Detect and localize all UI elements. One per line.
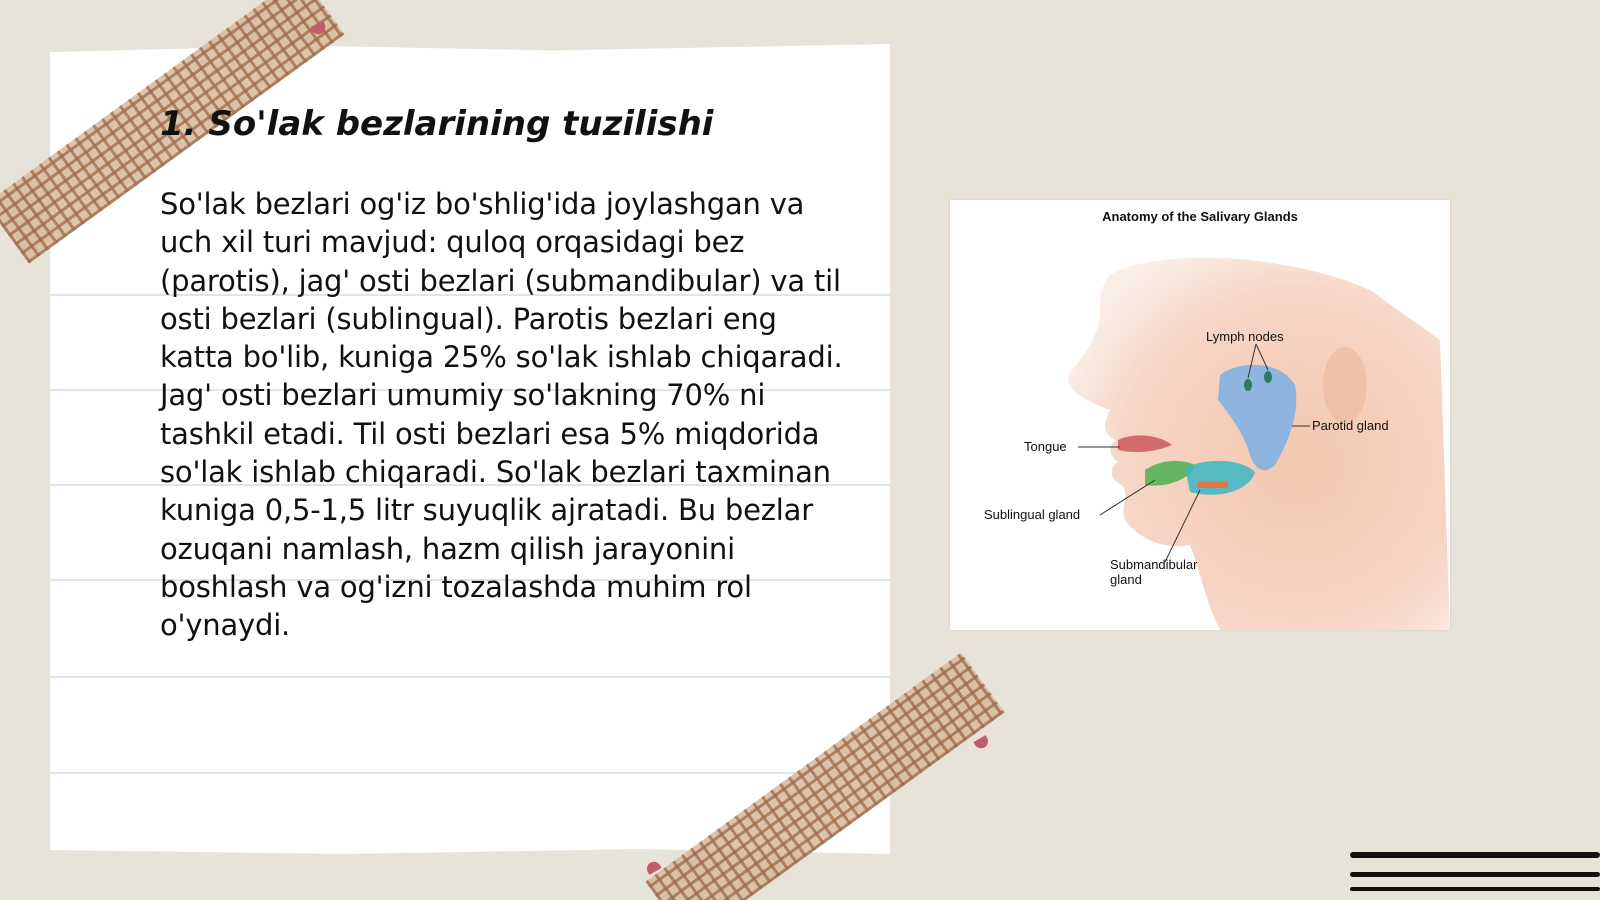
brush-stroke	[1350, 872, 1600, 877]
anatomy-figure	[950, 200, 1450, 630]
slide-body-text: So'lak bezlari og'iz bo'shlig'ida joylashgan va uch xil turi mavjud: quloq orqasidagi bez (parotis), jag' osti bezlari (submandibular) va til osti bezlari (sublingual). Parotis bezlari eng katta bo'lib, kuniga 25% so'lak ishlab chiqaradi. Jag' osti bezlari umumiy so'lakning 70% ni tashkil etadi. Til osti bezlari esa 5% miqdorida so'lak ishlab chiqaradi. So'lak bezlari taxminan kuniga 0,5-1,5 litr suyuqlik ajratadi. Bu bezlar ozuqani namlash, hazm qilish jarayonini boshlash va og'izni tozalashda muhim rol o'ynaydi.	[160, 187, 843, 643]
figure-title: Anatomy of the Salivary Glands	[1102, 209, 1298, 224]
ruled-line	[50, 676, 890, 678]
lymph-node-shape	[1264, 371, 1272, 383]
tape-end-mark	[973, 735, 990, 751]
slide-title: 1. So'lak bezlarining tuzilishi	[160, 104, 714, 144]
label-lymph-nodes: Lymph nodes	[1206, 329, 1284, 344]
label-submandibular-gland-line2: gland	[1110, 572, 1142, 587]
label-submandibular-gland-line1: Submandibular	[1110, 557, 1198, 572]
lymph-node-shape	[1244, 379, 1252, 391]
ear-shape	[1323, 347, 1367, 423]
label-tongue: Tongue	[1024, 439, 1067, 454]
brush-stroke	[1350, 887, 1600, 891]
brush-stroke	[1350, 852, 1600, 858]
label-sublingual-gland: Sublingual gland	[984, 507, 1081, 522]
duct-shape	[1198, 482, 1228, 488]
label-parotid-gland: Parotid gland	[1312, 418, 1389, 433]
head-illustration	[950, 200, 1450, 630]
ruled-line	[50, 772, 890, 774]
